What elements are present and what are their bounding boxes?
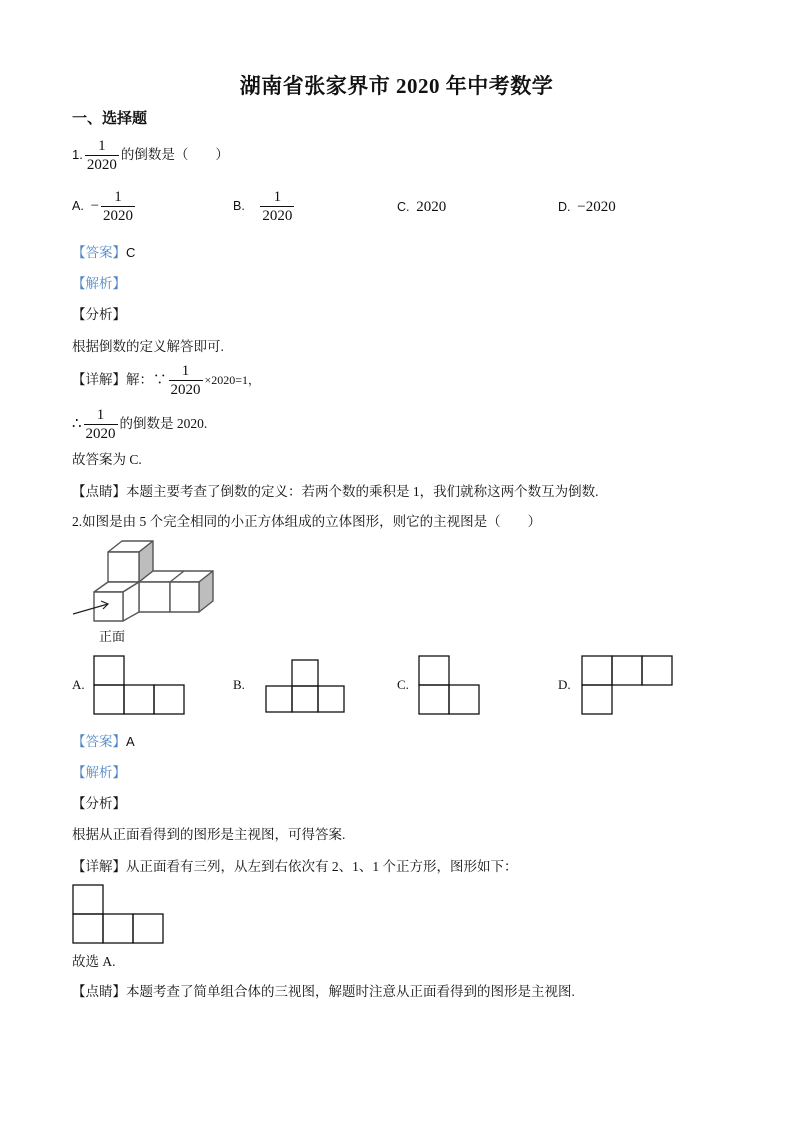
q1-comment: 【点睛】本题主要考查了倒数的定义：若两个数的乘积是 1，我们就称这两个数互为倒数. — [72, 484, 599, 499]
document-title: 湖南省张家界市 2020 年中考数学 — [239, 74, 554, 98]
q1-conclusion: 故答案为 C. — [72, 452, 142, 467]
q1-number: 1. — [72, 147, 83, 163]
q1-fenxi-text: 根据倒数的定义解答即可. — [72, 339, 224, 354]
q1-option-b[interactable]: B. $\frac{1}{2020}$ — [233, 189, 293, 224]
section-heading: 一、选择题 — [72, 111, 148, 127]
front-label: 正面 — [99, 629, 126, 644]
q2-detail: 【详解】从正面看有三列，从左到右依次有 2、1、1 个正方形，图形如下： — [72, 859, 518, 874]
q2-option-b-figure[interactable] — [265, 659, 345, 713]
q2-option-a-figure[interactable] — [93, 655, 185, 715]
q1-detail: 【详解】解：∵ $\frac{1}{2020}$ ×2020=1， — [72, 363, 261, 398]
q1-option-d[interactable]: D. −2020 — [558, 199, 616, 215]
q1-therefore: ∴ $\frac{1}{2020}$ 的倒数是 2020. — [72, 407, 208, 442]
q2-fenxi-tag: 【分析】 — [72, 796, 126, 811]
q1-stem-text: 的倒数是（ ） — [120, 147, 229, 163]
q1-option-a[interactable]: A. − $\frac{1}{2020}$ — [72, 189, 134, 224]
q2-analysis-tag: 【解析】 — [72, 765, 126, 780]
q2-option-c-figure[interactable] — [418, 655, 480, 715]
answer-tag: 【答案】 — [72, 245, 126, 260]
answer-value: A — [126, 734, 135, 749]
q2-option-c-label[interactable]: C. — [397, 677, 409, 692]
q2-conclusion: 故选 A. — [72, 954, 116, 969]
q1-option-c[interactable]: C. 2020 — [397, 199, 447, 215]
answer-tag: 【答案】 — [72, 734, 126, 749]
q2-option-d-figure[interactable] — [581, 655, 673, 715]
q1-fenxi-tag: 【分析】 — [72, 307, 126, 322]
q2-option-b-label[interactable]: B. — [233, 677, 245, 692]
answer-value: C — [126, 245, 136, 260]
q2-option-a-label[interactable]: A. — [72, 677, 85, 692]
q2-option-d-label[interactable]: D. — [558, 677, 571, 692]
q1-analysis-tag: 【解析】 — [72, 276, 126, 291]
q2-answer — [72, 732, 135, 752]
q2-detail-figure — [72, 884, 164, 944]
q2-comment: 【点睛】本题考查了简单组合体的三视图，解题时注意从正面看得到的图形是主视图. — [72, 984, 575, 999]
q1-fraction: $\frac{1}{2020}$ — [86, 138, 117, 173]
q2-fenxi-text: 根据从正面看得到的图形是主视图，可得答案. — [72, 827, 346, 842]
q2-stem: 2.如图是由 5 个完全相同的小正方体组成的立体图形，则它的主视图是（ ） — [72, 514, 542, 529]
